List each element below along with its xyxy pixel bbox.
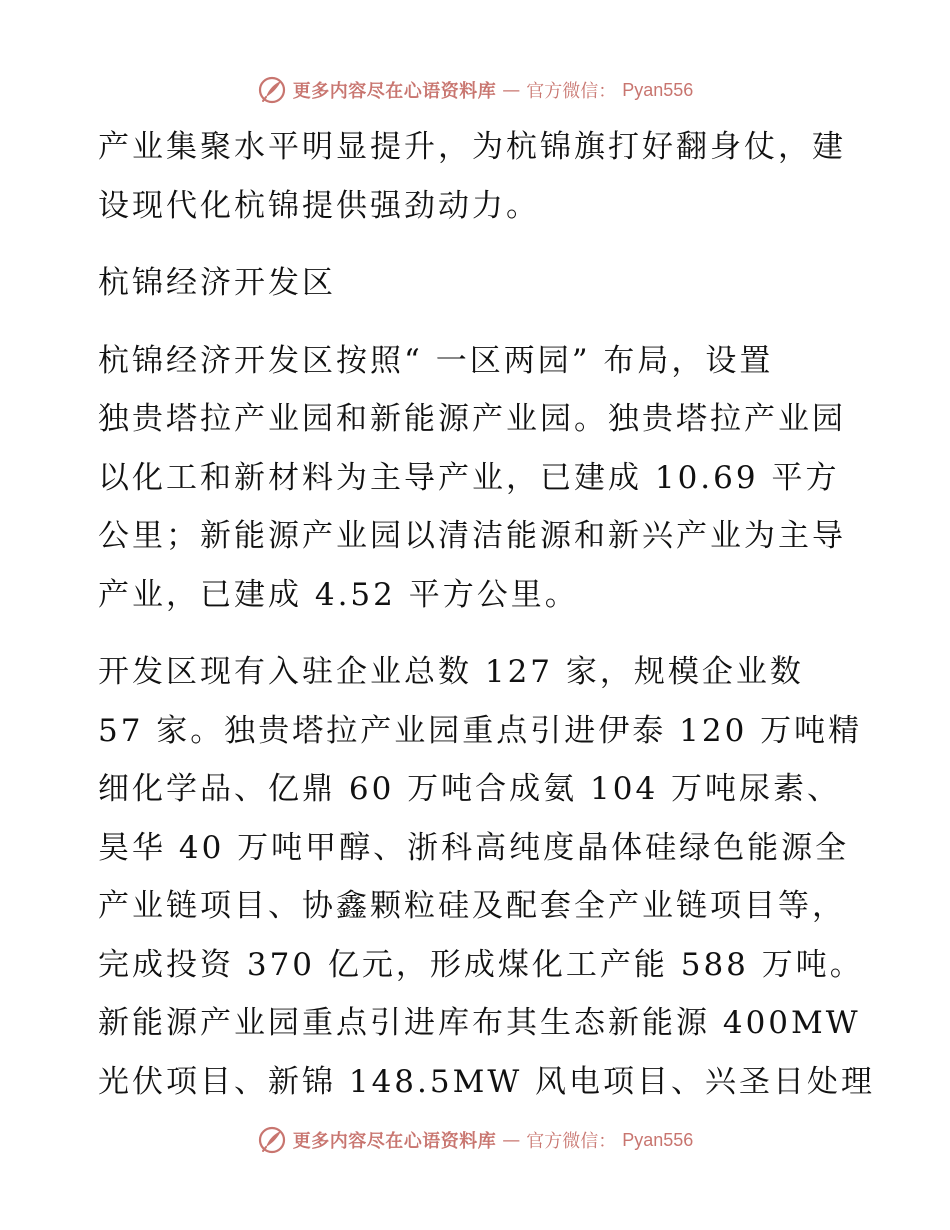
paragraph-3 (98, 643, 876, 1111)
watermark-dash: — (502, 79, 521, 101)
text-line: 产业，已建成 4.52 平方公里。 (98, 576, 579, 613)
watermark-wechat-id: Pyan556 (622, 79, 694, 100)
text-line: 独贵塔拉产业园和新能源产业园。独贵塔拉产业园 (98, 401, 846, 437)
text-line: 公里；新能源产业园以清洁能源和新兴产业为主导 (98, 518, 846, 554)
text-line: 产业集聚水平明显提升，为杭锦旗打好翻身仗，建 (98, 129, 846, 165)
text-line: 杭锦经济开发区按照“ 一区两园” 布局，设置 (98, 342, 774, 379)
feather-pen-icon (257, 1125, 287, 1155)
footer-watermark (0, 1122, 950, 1158)
text-line: 光伏项目、新锦 148.5MW 风电项目、兴圣日处理 (98, 1063, 876, 1100)
text-line: 57 家。独贵塔拉产业园重点引进伊泰 120 万吨精 (98, 712, 863, 749)
watermark-main-text: 更多内容尽在心语资料库 (292, 1131, 497, 1152)
watermark-main-text: 更多内容尽在心语资料库 (292, 81, 497, 102)
watermark-side-text: 官方微信： (526, 1131, 617, 1152)
watermark-dash: — (502, 1129, 521, 1151)
watermark-side-text: 官方微信： (526, 81, 617, 102)
section-heading (98, 254, 858, 313)
text-line: 产业链项目、协鑫颗粒硅及配套全产业链项目等， (98, 888, 846, 924)
text-line: 设现代化杭锦提供强劲动力。 (98, 187, 540, 224)
document-body (98, 118, 876, 1111)
watermark-wechat-id: Pyan556 (622, 1129, 694, 1150)
text-line: 昊华 40 万吨甲醇、浙科高纯度晶体硅绿色能源全 (98, 829, 850, 866)
section-heading-text: 杭锦经济开发区 (98, 265, 336, 301)
paragraph-2 (98, 332, 858, 625)
text-line: 开发区现有入驻企业总数 127 家，规模企业数 (98, 654, 804, 690)
paragraph-1 (98, 118, 858, 235)
text-line: 以化工和新材料为主导产业，已建成 10.69 平方 (98, 459, 840, 496)
feather-pen-icon (257, 75, 287, 105)
header-watermark (0, 72, 950, 108)
text-line: 完成投资 370 亿元，形成煤化工产能 588 万吨。 (98, 946, 864, 983)
text-line: 新能源产业园重点引进库布其生态新能源 400MW (98, 1005, 861, 1041)
text-line: 细化学品、亿鼎 60 万吨合成氨 104 万吨尿素、 (98, 771, 842, 807)
